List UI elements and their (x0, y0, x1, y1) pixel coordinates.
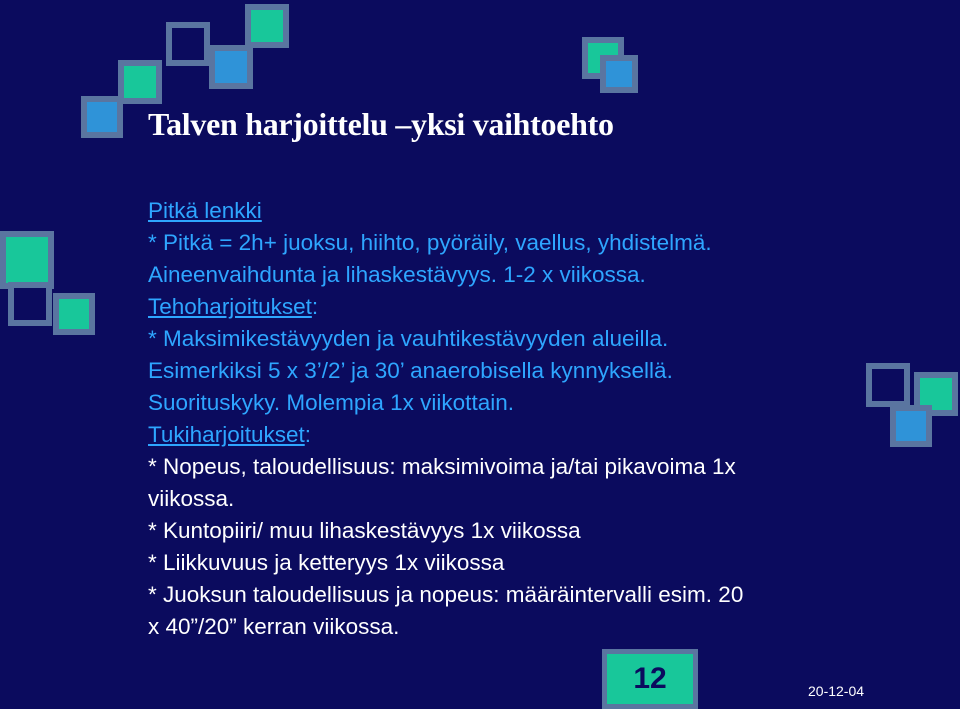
slide-text-segment: Pitkä lenkki (148, 198, 262, 223)
page-number-box (602, 649, 698, 709)
slide-body-line (148, 195, 908, 227)
slide-body-line (148, 323, 908, 355)
deco-square (53, 293, 95, 335)
slide-body-line (148, 227, 908, 259)
slide-body-line (148, 579, 908, 611)
slide-body-line (148, 611, 908, 643)
slide-text-segment: : (311, 294, 319, 319)
slide-text-segment: * Liikkuvuus ja ketteryys 1x viikossa (148, 550, 505, 575)
deco-square (600, 55, 638, 93)
slide-body (148, 195, 908, 643)
slide-text-segment: Tehoharjoitukset (148, 294, 312, 319)
slide-body-line (148, 515, 908, 547)
slide-text-segment: * Juoksun taloudellisuus ja nopeus: määräintervalli esim. 20 (148, 582, 744, 607)
slide-text-segment: * Nopeus, taloudellisuus: maksimivoima ja/tai pikavoima 1x (148, 454, 736, 479)
deco-square (0, 231, 54, 289)
slide-body-line (148, 291, 908, 323)
deco-square (209, 45, 253, 89)
deco-square (245, 4, 289, 48)
slide-body-line (148, 387, 908, 419)
slide-text-segment: * Pitkä = 2h+ juoksu, hiihto, pyöräily, vaellus, yhdistelmä. (148, 230, 712, 255)
slide-body-line (148, 483, 908, 515)
slide-text-segment: * Kuntopiiri/ muu lihaskestävyys 1x viikossa (148, 518, 581, 543)
slide-text-segment: x 40”/20” kerran viikossa. (148, 614, 400, 639)
slide-text-segment: Esimerkiksi 5 x 3’/2’ ja 30’ anaerobisella kynnyksellä. (148, 358, 673, 383)
deco-square (81, 96, 123, 138)
slide-body-line (148, 259, 908, 291)
slide-text-segment: Aineenvaihdunta ja lihaskestävyys. 1-2 x viikossa. (148, 262, 646, 287)
deco-square (166, 22, 210, 66)
slide-date: 20-12-04 (808, 683, 865, 699)
slide-text-segment: : (304, 422, 311, 447)
deco-square (8, 282, 52, 326)
slide-body-line (148, 547, 908, 579)
deco-square (118, 60, 162, 104)
slide-text-segment: * Maksimikestävyyden ja vauhtikestävyyden alueilla. (148, 326, 669, 351)
slide-text-segment: viikossa. (148, 486, 235, 511)
slide-text-segment: Suorituskyky. Molempia 1x viikottain. (148, 390, 514, 415)
slide-title: Talven harjoittelu –yksi vaihtoehto (148, 106, 614, 142)
slide-text-segment: Tukiharjoitukset (148, 422, 305, 447)
slide-body-line (148, 419, 908, 451)
page-number: 12 (633, 662, 667, 695)
slide-body-line (148, 451, 908, 483)
slide-body-line (148, 355, 908, 387)
